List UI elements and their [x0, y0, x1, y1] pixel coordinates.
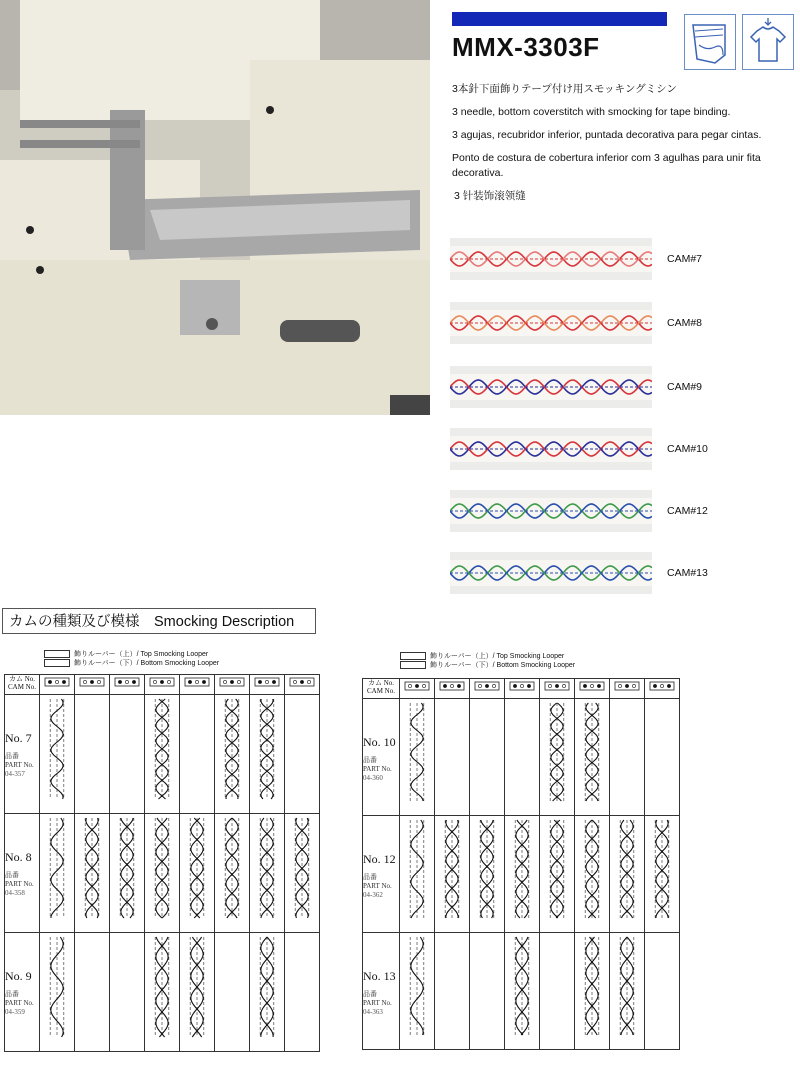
stitch-pattern-icon: [400, 933, 434, 1039]
smocking-pattern-cell: [180, 814, 215, 933]
stitch-pattern-icon: [400, 816, 434, 922]
cam-row-label: [363, 699, 400, 816]
smocking-pattern-cell: [110, 814, 145, 933]
part-number: 04-360: [363, 774, 383, 782]
stitch-pattern-icon: [610, 816, 644, 922]
looper-box-icon: [400, 661, 426, 669]
smocking-pattern-cell: [505, 699, 540, 816]
stitch-pattern-icon: [215, 695, 249, 803]
smocking-pattern-cell: [540, 816, 575, 933]
stitch-swatch: [450, 366, 652, 408]
needle-config-header: [400, 679, 435, 699]
table-row: [5, 695, 320, 814]
smocking-pattern-cell: [610, 933, 645, 1050]
stitch-pattern-icon: [400, 699, 434, 805]
stitch-pattern-icon: [40, 933, 74, 1041]
part-label-en: PART No.: [5, 880, 34, 888]
part-label-jp: 品番: [5, 752, 19, 760]
smocking-pattern-cell: [435, 933, 470, 1050]
smocking-pattern-cell: [435, 699, 470, 816]
stitch-swatch: [450, 490, 652, 532]
stitch-swatch: [450, 302, 652, 344]
smocking-pattern-cell: [285, 695, 320, 814]
smocking-pattern-cell: [40, 814, 75, 933]
stitch-swatch: [450, 238, 652, 280]
cam-label: CAM#9: [667, 381, 703, 393]
smocking-table-right: [362, 678, 680, 1050]
stitch-pattern-icon: [75, 814, 109, 922]
needle-config-header: [575, 679, 610, 699]
smocking-pattern-cell: [75, 933, 110, 1052]
smocking-pattern-cell: [435, 816, 470, 933]
part-label-en: PART No.: [363, 882, 392, 890]
stitch-pattern-icon: [145, 695, 179, 803]
legend-top-text: 飾りルーパー（上）/ Top Smocking Looper: [430, 653, 565, 660]
cam-row-label: [5, 814, 40, 933]
smocking-pattern-cell: [75, 814, 110, 933]
stitch-swatch: [450, 428, 652, 470]
cam-number: No. 8: [5, 850, 32, 864]
part-label-jp: 品番: [363, 756, 377, 764]
cam-no-header: カム No. CAM No.: [5, 675, 40, 695]
smocking-pattern-cell: [110, 695, 145, 814]
stitch-pattern-icon: [285, 814, 319, 922]
stitch-pattern-icon: [610, 933, 644, 1039]
table-row: [363, 816, 680, 933]
looper-box-icon: [44, 650, 70, 658]
needle-config-header: [40, 675, 75, 695]
stitch-pattern-icon: [250, 933, 284, 1041]
stitch-pattern-icon: [250, 695, 284, 803]
smocking-pattern-cell: [400, 933, 435, 1050]
part-label-jp: 品番: [363, 873, 377, 881]
looper-box-icon: [44, 659, 70, 667]
smocking-pattern-cell: [400, 699, 435, 816]
smocking-pattern-cell: [610, 816, 645, 933]
stitch-pattern-icon: [40, 695, 74, 803]
table-row: [5, 814, 320, 933]
smocking-pattern-cell: [180, 695, 215, 814]
smocking-pattern-cell: [610, 699, 645, 816]
smocking-pattern-cell: [575, 816, 610, 933]
stitch-pattern-icon: [470, 816, 504, 922]
smocking-pattern-cell: [40, 695, 75, 814]
stitch-pattern-icon: [575, 933, 609, 1039]
needle-config-header: [145, 675, 180, 695]
desc-chinese: 3 针装饰滚领缝: [454, 190, 526, 202]
needle-config-header: [215, 675, 250, 695]
smocking-pattern-cell: [215, 814, 250, 933]
part-number: 04-363: [363, 1008, 383, 1016]
section-title: カムの種類及び模様 Smocking Description: [2, 608, 316, 634]
smocking-pattern-cell: [145, 814, 180, 933]
cam-number: No. 9: [5, 969, 32, 983]
smocking-pattern-cell: [645, 699, 680, 816]
stitch-pattern-icon: [540, 699, 574, 805]
needle-config-header: [435, 679, 470, 699]
needle-config-header: [250, 675, 285, 695]
smocking-pattern-cell: [250, 695, 285, 814]
stitch-pattern-icon: [180, 933, 214, 1041]
needle-config-header: [285, 675, 320, 695]
stitch-pattern-icon: [40, 814, 74, 922]
smocking-pattern-cell: [40, 933, 75, 1052]
legend-left: [44, 650, 219, 668]
stitch-pattern-icon: [250, 814, 284, 922]
table-row: [363, 933, 680, 1050]
cam-label: CAM#13: [667, 567, 708, 579]
cam-row-label: [5, 695, 40, 814]
legend-bottom-text: 飾りルーパー（下）/ Bottom Smocking Looper: [74, 660, 220, 667]
part-label-jp: 品番: [363, 990, 377, 998]
legend-top-text: 飾りルーパー（上）/ Top Smocking Looper: [74, 651, 209, 658]
part-label-en: PART No.: [5, 761, 34, 769]
machine-photo: [0, 0, 430, 415]
description-block: [452, 82, 792, 212]
tshirt-icon: [742, 14, 794, 70]
part-label-en: PART No.: [5, 999, 34, 1007]
cam-number: No. 7: [5, 731, 32, 745]
legend-right: [400, 652, 575, 670]
cam-label: CAM#10: [667, 443, 708, 455]
cam-number: No. 12: [363, 852, 396, 866]
desc-spanish: 3 agujas, recubridor inferior, puntada decorativa para pegar cintas.: [452, 129, 762, 141]
needle-config-header: [75, 675, 110, 695]
needle-config-header: [505, 679, 540, 699]
part-number: 04-358: [5, 889, 25, 897]
model-title: MMX-3303F: [452, 32, 600, 62]
smocking-pattern-cell: [645, 816, 680, 933]
smocking-pattern-cell: [285, 933, 320, 1052]
smocking-pattern-cell: [250, 933, 285, 1052]
needle-config-header: [110, 675, 145, 695]
cam-number: No. 10: [363, 735, 396, 749]
stitch-pattern-icon: [505, 933, 539, 1039]
cam-label: CAM#7: [667, 253, 703, 265]
stitch-pattern-icon: [575, 816, 609, 922]
stitch-pattern-icon: [110, 814, 144, 922]
smocking-pattern-cell: [505, 933, 540, 1050]
stitch-pattern-icon: [215, 814, 249, 922]
part-label-en: PART No.: [363, 999, 392, 1007]
smocking-pattern-cell: [470, 699, 505, 816]
part-label-jp: 品番: [5, 871, 19, 879]
smocking-pattern-cell: [215, 933, 250, 1052]
desc-portuguese: Ponto de costura de cobertura inferior com 3 agulhas para unir fita decorativa.: [452, 152, 761, 179]
needle-config-header: [470, 679, 505, 699]
legend-bottom-text: 飾りルーパー（下）/ Bottom Smocking Looper: [430, 662, 576, 669]
stitch-pattern-icon: [145, 933, 179, 1041]
smocking-pattern-cell: [540, 933, 575, 1050]
accent-bar: [452, 12, 667, 26]
part-number: 04-362: [363, 891, 383, 899]
needle-config-header: [180, 675, 215, 695]
smocking-pattern-cell: [400, 816, 435, 933]
smocking-pattern-cell: [250, 814, 285, 933]
smocking-pattern-cell: [75, 695, 110, 814]
table-row: [363, 699, 680, 816]
smocking-pattern-cell: [215, 695, 250, 814]
stitch-pattern-icon: [505, 816, 539, 922]
desc-english: 3 needle, bottom coverstitch with smocking for tape binding.: [452, 106, 731, 118]
smocking-pattern-cell: [180, 933, 215, 1052]
smocking-pattern-cell: [470, 816, 505, 933]
needle-config-header: [610, 679, 645, 699]
smocking-pattern-cell: [145, 695, 180, 814]
needle-config-header: [645, 679, 680, 699]
cam-row-label: [363, 933, 400, 1050]
stitch-pattern-icon: [435, 816, 469, 922]
cam-label: CAM#8: [667, 317, 703, 329]
part-number: 04-359: [5, 1008, 25, 1016]
stitch-pattern-icon: [145, 814, 179, 922]
cam-row-label: [5, 933, 40, 1052]
smocking-pattern-cell: [285, 814, 320, 933]
smocking-pattern-cell: [645, 933, 680, 1050]
stitch-pattern-icon: [575, 699, 609, 805]
cam-label: CAM#12: [667, 505, 708, 517]
stitch-pattern-icon: [540, 816, 574, 922]
smocking-pattern-cell: [505, 816, 540, 933]
smocking-pattern-cell: [145, 933, 180, 1052]
smocking-pattern-cell: [470, 933, 505, 1050]
part-label-jp: 品番: [5, 990, 19, 998]
cam-row-label: [363, 816, 400, 933]
table-row: [5, 933, 320, 1052]
stitch-swatch: [450, 552, 652, 594]
smocking-pattern-cell: [540, 699, 575, 816]
looper-box-icon: [400, 652, 426, 660]
smocking-pattern-cell: [575, 699, 610, 816]
fabric-tape-icon: [684, 14, 736, 70]
part-number: 04-357: [5, 770, 25, 778]
smocking-pattern-cell: [575, 933, 610, 1050]
needle-config-header: [540, 679, 575, 699]
stitch-pattern-icon: [645, 816, 679, 922]
cam-no-header: カム No. CAM No.: [363, 679, 400, 699]
stitch-pattern-icon: [180, 814, 214, 922]
smocking-pattern-cell: [110, 933, 145, 1052]
part-label-en: PART No.: [363, 765, 392, 773]
smocking-table-left: [4, 674, 320, 1052]
cam-number: No. 13: [363, 969, 396, 983]
desc-japanese: 3本針下面飾りテープ付け用スモッキングミシン: [452, 83, 677, 95]
